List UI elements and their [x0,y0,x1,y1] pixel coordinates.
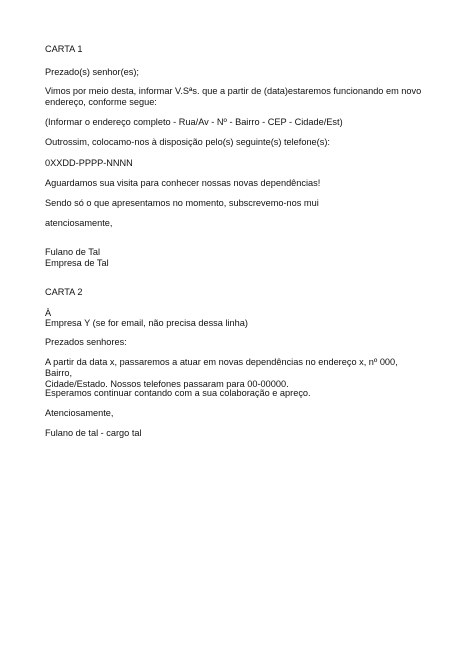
letter2-body [45,357,425,390]
letter2-body-line-2: Cidade/Estado. Nossos telefones passaram para 00-00000. [45,379,289,389]
letter1-paragraph [45,86,425,108]
letter1-signature-company: Empresa de Tal [45,258,109,268]
letter1-signature-name: Fulano de Tal [45,247,100,257]
letter2-body-line-1: A partir da data x, passaremos a atuar em novas dependências no endereço x, nº 000, Bairro, [45,357,398,378]
letter2-to: À [45,308,52,318]
letter1-visit: Aguardamos sua visita para conhecer nossas novas dependências! [45,178,321,188]
letter2-signature: Fulano de tal - cargo tal [45,428,142,438]
letter1-address: (Informar o endereço completo - Rua/Av - Nº - Bairro - CEP - Cidade/Est) [45,117,343,127]
letter1-paragraph-line-2: endereço, conforme segue: [45,97,157,107]
letter1-paragraph-line-1: Vimos por meio desta, informar V.Sªs. que a partir de (data)estaremos funcionando em novo [45,86,422,96]
letter2-recipient: Empresa Y (se for email, não precisa dessa linha) [45,318,248,328]
letter1-closing: Sendo só o que apresentamos no momento, subscrevemo-nos mui [45,198,319,208]
letter1-title: CARTA 1 [45,44,83,54]
letter1-signoff: atenciosamente, [45,218,113,228]
letter2-hope: Esperamos continuar contando com a sua colaboração e apreço. [45,388,311,398]
letter1-phones-intro: Outrossim, colocamo-nos à disposição pelo(s) seguinte(s) telefone(s): [45,137,330,147]
letter2-greeting: Prezados senhores: [45,337,127,347]
letter1-greeting: Prezado(s) senhor(es); [45,67,139,77]
letter1-phone: 0XXDD-PPPP-NNNN [45,158,133,168]
letter2-signoff: Atenciosamente, [45,408,114,418]
letter2-title: CARTA 2 [45,287,83,297]
